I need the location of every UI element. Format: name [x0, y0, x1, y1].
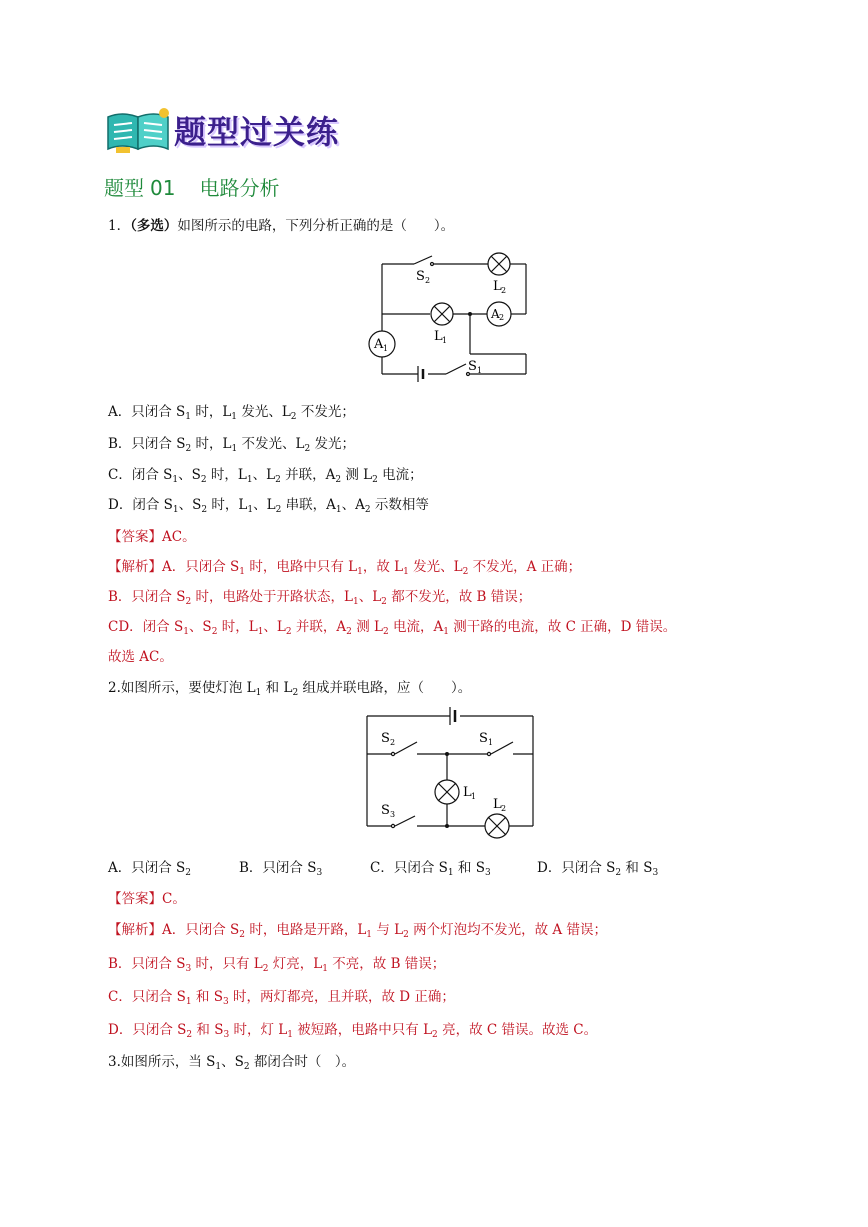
q1-tag: （多选） — [130, 218, 178, 234]
svg-text:3: 3 — [390, 810, 396, 819]
svg-text:L: L — [493, 797, 502, 812]
q2-explanation-4: D．只闭合 $S_2$ 和 $S_3$ 时，灯 $L_1$ 被短路，电路中只有 $L_2$ 亮，故 C 错误。故选 C。 — [108, 1022, 598, 1040]
svg-text:A: A — [374, 337, 384, 352]
svg-text:L: L — [463, 785, 472, 800]
q3-stem: 3.如图所示，当 $S_1$、$S_2$ 都闭合时（ ）。 — [108, 1054, 356, 1072]
svg-text:A: A — [491, 307, 500, 321]
book-icon — [104, 105, 174, 155]
q2-option-b: B．只闭合 $S_3$ — [239, 860, 323, 878]
q2-option-c: C．只闭合 $S_1$ 和 $S_3$ — [370, 860, 491, 878]
svg-text:1: 1 — [488, 738, 494, 747]
q1-option-d: D．闭合 $S_1$、$S_2$ 时，$L_1$、$L_2$ 串联，$A_1$、$A_2$ 示数相等 — [108, 497, 429, 515]
svg-text:S: S — [381, 803, 390, 818]
q2-explanation-1: 【解析】A．只闭合 $S_2$ 时，电路是开路，$L_1$ 与 $L_2$ 两个灯泡均不发光，故 A 错误； — [108, 922, 607, 940]
svg-text:S: S — [416, 269, 425, 284]
svg-text:2: 2 — [499, 313, 505, 322]
svg-text:L: L — [434, 329, 443, 344]
q2-stem: 2.如图所示，要使灯泡 $L_1$ 和 $L_2$ 组成并联电路，应（ ）。 — [108, 680, 472, 698]
svg-text:2: 2 — [390, 738, 396, 747]
q1-stem: 1．（多选）如图所示的电路，下列分析正确的是（ ）。 — [108, 218, 455, 234]
q2-explanation-2: B．只闭合 $S_3$ 时，只有 $L_2$ 灯亮，$L_1$ 不亮，故 B 错误； — [108, 956, 446, 974]
q1-explanation-1: 【解析】A．只闭合 $S_1$ 时，电路中只有 $L_1$，故 $L_1$ 发光、$L_2$ 不发光，A 正确； — [108, 559, 582, 577]
svg-text:L: L — [493, 279, 502, 294]
q1-option-a: A．只闭合 $S_1$ 时，$L_1$ 发光、$L_2$ 不发光； — [108, 404, 355, 422]
section-heading — [104, 172, 279, 201]
q2-answer: 【答案】C。 — [108, 891, 186, 907]
banner-title: 题型过关练 — [174, 113, 340, 151]
q1-circuit-diagram — [362, 248, 542, 384]
section-number: 01 — [150, 176, 176, 200]
q1-explanation-2: B．只闭合 $S_2$ 时，电路处于开路状态，$L_1$、$L_2$ 都不发光，故 B 错误； — [108, 589, 532, 607]
svg-text:1: 1 — [477, 366, 483, 375]
q2-option-a: A．只闭合 $S_2$ — [108, 860, 192, 878]
q2-option-d: D．只闭合 $S_2$ 和 $S_3$ — [537, 860, 659, 878]
svg-text:2: 2 — [501, 286, 507, 295]
q2-options — [108, 859, 658, 877]
svg-text:S: S — [468, 359, 477, 374]
q1-option-b: B．只闭合 $S_2$ 时，$L_1$ 不发光、$L_2$ 发光； — [108, 436, 355, 454]
q2-circuit-diagram — [355, 702, 545, 844]
svg-text:1: 1 — [471, 792, 477, 801]
q1-answer: 【答案】AC。 — [108, 529, 196, 545]
section-banner — [104, 105, 394, 155]
svg-text:S: S — [479, 731, 488, 746]
q1-explanation-3: CD．闭合 $S_1$、$S_2$ 时，$L_1$、$L_2$ 并联，$A_2$ 测 $L_2$ 电流，$A_1$ 测干路的电流，故 C 正确，D 错误。 — [108, 619, 677, 637]
svg-text:2: 2 — [501, 804, 507, 813]
svg-text:2: 2 — [425, 276, 431, 285]
svg-text:1: 1 — [383, 344, 389, 353]
svg-text:1: 1 — [442, 336, 448, 345]
svg-text:S: S — [381, 731, 390, 746]
q1-explanation-4: 故选 AC。 — [108, 649, 173, 665]
q1-option-c: C．闭合 $S_1$、$S_2$ 时，$L_1$、$L_2$ 并联，$A_2$ 测 $L_2$ 电流； — [108, 467, 423, 485]
section-label: 题型 — [104, 176, 144, 200]
section-name: 电路分析 — [199, 176, 280, 200]
q2-explanation-3: C．只闭合 $S_1$ 和 $S_3$ 时，两灯都亮，且并联，故 D 正确； — [108, 989, 455, 1007]
